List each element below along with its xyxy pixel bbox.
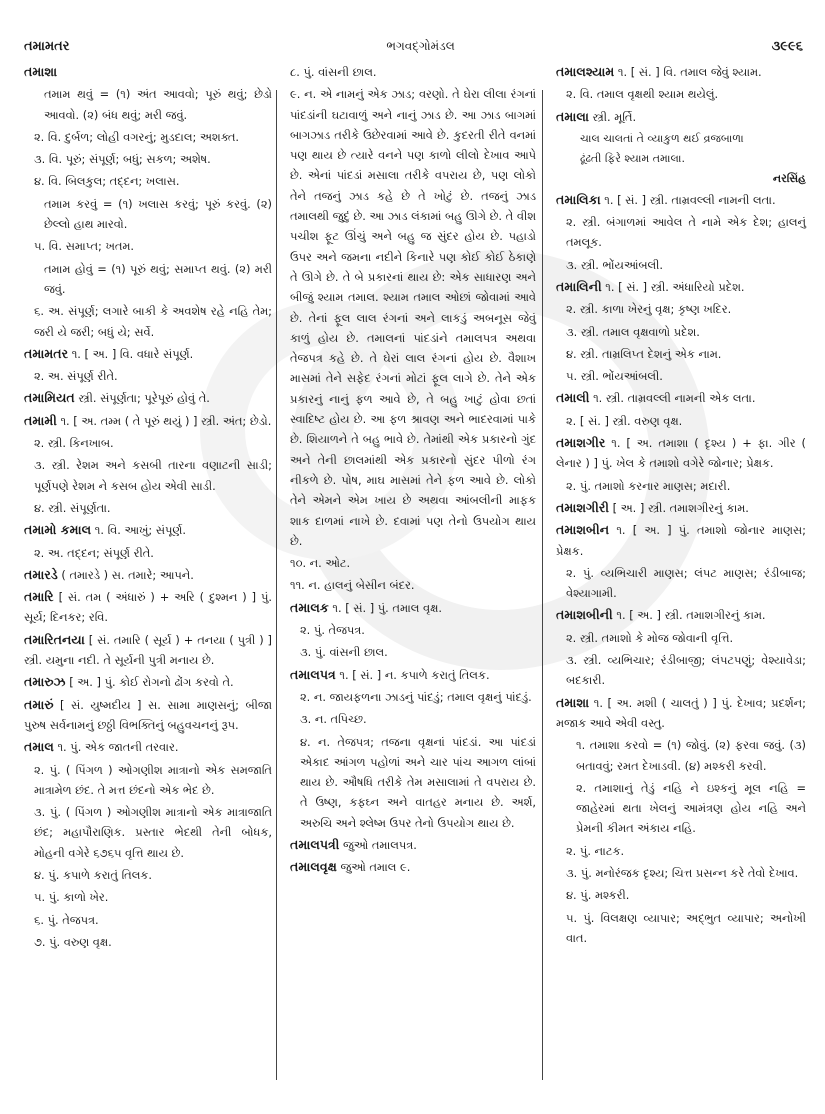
dictionary-entry — [24, 672, 272, 692]
sense-definition: ૨. [ સં. ] સ્ત્રી. વરુણ વૃક્ષ. — [566, 413, 683, 428]
headword: તમારિતનયા — [24, 631, 85, 647]
column-divider — [276, 90, 277, 1080]
sense-definition: ૨. ન. જાયફળના ઝાડનું પાંદડું; તમાલ વૃક્ષનું પાંદડું. — [300, 689, 532, 704]
definition: ૧. [ સં. ] ન. કપાળે કરાતું તિલક. — [335, 667, 490, 682]
headword: તમાશગીરી — [556, 499, 609, 515]
sense-definition: ૨. પું. તેજપત્ર. — [300, 623, 365, 638]
dictionary-entry — [556, 520, 806, 561]
headword: તમારિ — [24, 589, 54, 605]
sense-definition: ૨. પું. નાટક. — [566, 843, 625, 858]
sense-definition: ૯. ન. એ નામનું એક ઝાડ; વરણો. તે ઘેરા લીલા રંગનાં પાંદડાંની ઘટાવાળું અને નાનું ઝાડ છે. આ ઝાડ બાગમાં બાગઝાડ તરીકે ઉછેરવામાં આવે છે. કુદરતી રીતે વનમાં પણ થાય છે ત્યારે વનને પણ કાળો લીલો દેખાવ આપે છે. એનાં પાંદડાં મસાલા તરીકે વપરાય છે, પણ લોકો તેને તજનું ઝાડ કહે છે તે ખોટું છે. તજનું ઝાડ તમાલથી જુદું છે. આ ઝાડ લંકામાં બહુ ઊગે છે. તે વીશ પચીશ ફૂટ ઊંચું અને બહુ જ સુંદર હોય છે. પહાડો ઉપર અને જમના નદીને કિનારે પણ કોઈ કોઈ ઠેકાણે તે ઊગે છે. તે બે પ્રકારનાં થાય છે: એક સાધારણ અને બીજું શ્યામ તમાલ. શ્યામ તમાલ ઓછાં જોવામાં આવે છે. તેનાં ફૂલ લાલ રંગનાં અને લાકડું અબનૂસ જેવું કાળું હોય છે. તમાલનાં પાંદડાંને તમાલપત્ર અથવા તેજપત્ર કહે છે. તે ઘેરાં લાલ રંગનાં હોય છે. વૈશાખ માસમાં તેને સફેદ રંગનાં મોટાં ફૂલ લાગે છે. તેને એક પ્રકારનું નાનું ફળ આવે છે, તે બહુ ખાટું હોવા છતાં સ્વાદિષ્ટ હોય છે. આ ફળ શ્રાવણ અને ભાદરવામાં પાકે છે. શિયાળને તે બહુ ભાવે છે. તેમાંથી એક પ્રકારનો ગુંદ અને તેની છાલમાંથી એક પ્રકારનો સુંદર પીળો રંગ નીકળે છે. પોષ, માઘ માસમાં તેને ફળ આવે છે. લોકો તેને એમને એમ ખાય છે અથવા આંબલીની માફક શાક દાળમાં નાખે છે. દવામાં પણ તેનો ઉપયોગ થાય છે. — [290, 87, 536, 548]
definition: ૧. [ અ. ] સ્ત્રી. તમાશગીરનું કામ. — [612, 608, 766, 623]
headword: તમારડે — [24, 566, 58, 582]
idiom-definition: તમામ થવું = (૧) અંત આવવો; પૂરું થવું; છેડો આવવો. (૨) બંધ થવું; મરી જવું. — [44, 87, 272, 122]
sense-definition: ૨. સ્ત્રી. કાળા ખેરનું વૃક્ષ; કૃષ્ણ ખદિર. — [566, 302, 732, 317]
page-header — [24, 36, 803, 56]
dictionary-entry — [556, 107, 806, 127]
headword: તમાશા — [556, 694, 590, 710]
sense-definition: ૨. સ્ત્રી. તમાશો કે મોજ જોવાની વૃત્તિ. — [566, 630, 734, 645]
headword: તમામો કમાલ — [24, 522, 92, 538]
column-divider — [542, 90, 543, 1080]
dictionary-column-3 — [556, 62, 806, 950]
dictionary-entry — [290, 598, 536, 618]
dictionary-entry — [24, 587, 272, 628]
sense-definition: ૫. વિ. સમાપ્ત; ખતમ. — [34, 239, 135, 254]
headword: તમાશબીન — [556, 522, 610, 538]
sense-definition: ૪. ન. તેજપત્ર; તજના વૃક્ષનાં પાંદડાં. આ પાંદડાં એકાદ આંગળ પહોળાં અને ચાર પાંચ આગળ લાંબાં થાય છે. ઔષધિ તરીકે તેમ મસાલામાં તે વપરાય છે. તે ઉષ્ણ, કફઘ્ન અને વાતહર મનાય છે. અર્શ, અરુચિ અને શ્લેષ્મ ઉપર તેનો ઉપયોગ થાય છે. — [300, 734, 536, 830]
definition: ૧. પું. એક જાતની તરવાર. — [53, 740, 179, 755]
sense-definition: ૩. સ્ત્રી. રેશમ અને કસબી તારના વણાટની સાડી; પૂર્ણપણે રેશમ ને કસબ હોય એવી સાડી. — [34, 458, 272, 493]
dictionary-entry — [24, 411, 272, 431]
dictionary-entry — [290, 665, 536, 685]
definition: ૧. [ સં. ] પું. તમાલ વૃક્ષ. — [328, 600, 443, 615]
sense-definition: ૩. સ્ત્રી. ભોંયઆંબલી. — [566, 257, 663, 272]
sense-definition: ૧૧. ન. હાલનું બેસીન બંદર. — [290, 578, 415, 593]
headword: તમાશા — [24, 64, 58, 79]
sense-definition: ૩. વિ. પૂરું; સંપૂર્ણ; બધું; સકળ; અશેષ. — [34, 152, 211, 167]
dictionary-entry — [556, 62, 806, 82]
definition: [ સં. તમારિ ( સૂર્ય ) + તનયા ( પુત્રી ) ] સ્ત્રી. યમુના નદી. તે સૂર્યની પુત્રી મનાય છે. — [24, 632, 272, 668]
quotation-line: ચાલ ચાલતાં તે વ્યાકુળ થઈ વ્રજબાળા — [580, 131, 744, 145]
definition: સ્ત્રી. મૂર્તિ. — [588, 109, 637, 124]
sense-definition: ૪. વિ. બિલકુલ; તદ્દન; ખલાસ. — [34, 174, 180, 189]
dictionary-entry — [556, 277, 806, 297]
definition: [ અ. ] સ્ત્રી. તમાશગીરનું કામ. — [608, 500, 749, 515]
definition: ૧. [ અ. મશી ( ચાલતું ) ] પું. દેખાવ; પ્રદર્શન; મજાક આવે એવી વસ્તુ. — [556, 695, 806, 730]
sense-definition: ૫. પું. વિલક્ષણ વ્યાપાર; અદ્ભુત વ્યાપાર; અનોખી વાત. — [566, 910, 806, 945]
sense-definition: ૪. પું. કપાળે કરાતું તિલક. — [34, 867, 152, 882]
sense-definition: ૫. સ્ત્રી. ભોંયઆંબલી. — [566, 369, 663, 384]
dictionary-entry — [24, 388, 272, 408]
headword: તમાલપત્ર — [290, 666, 336, 682]
sense-definition: ૩. ન. તપિચ્છ. — [300, 712, 367, 727]
sense-definition: ૨. સ્ત્રી. કિનખાબ. — [34, 436, 114, 451]
idiom-definition: ૧. તમાશા કરવો = (૧) જોવું. (૨) ફરવા જવું. (૩) બતાવવું; રમત દેખાડવી. (૪) મશ્કરી કરવી. — [576, 738, 806, 773]
page-number: ૩૯૯૬ — [771, 38, 803, 54]
sense-definition: ૪. સ્ત્રી. સંપૂર્ણતા. — [34, 500, 111, 515]
headword: તમામતર — [24, 345, 69, 361]
dictionary-entry — [290, 857, 536, 877]
dictionary-column-1 — [24, 62, 272, 954]
sense-definition: ૨. વિ. તમાલ વૃક્ષથી શ્યામ થયેલું. — [566, 87, 719, 102]
sense-definition: ૨. પું. તમાશો કરનાર માણસ; મદારી. — [566, 478, 731, 493]
definition: ( તમારડે ) સ. તમારે; આપને. — [57, 567, 194, 582]
definition: ૧. [ સં. ] સ્ત્રી. અંધારિયો પ્રદેશ. — [601, 279, 745, 294]
sense-definition: ૩. સ્ત્રી. તમાલ વૃક્ષવાળો પ્રદેશ. — [566, 324, 700, 339]
headword: તમાલક — [290, 599, 329, 615]
sense-definition: ૩. સ્ત્રી. વ્યભિચાર; રંડીબાજી; લંપટપણું; વેશ્યાવેડા; બદકારી. — [566, 653, 806, 688]
headword: તમાલ — [24, 739, 54, 755]
headword: તમામી — [24, 412, 57, 428]
headword: તમાલિની — [556, 278, 602, 294]
dictionary-entry — [556, 433, 806, 474]
headword: તમાલી — [556, 390, 590, 406]
headword: તમાલપત્રી — [290, 836, 340, 852]
sense-definition: ૪. સ્ત્રી. તામ્રલિપ્ત દેશનું એક નામ. — [566, 346, 722, 361]
headword: તમાલશ્યામ — [556, 64, 615, 79]
sense-definition: ૩. પું. ( પિંગળ ) ઓગણીશ માત્રાનો એક માત્રાજાતિ છંદ; મહાપૌરાણિક. પ્રસ્તાર ભેદથી તેની બોધક, મોહની વગેરે ૬૭૬૫ વૃત્તિ થાય છે. — [34, 805, 272, 860]
definition: [ સં. યુષ્મદીય ] સ. સામા માણસનું; બીજા પુરુષ સર્વનામનું છઠ્ઠી વિભક્તિનું બહુવચનનું રૂપ. — [24, 697, 272, 732]
definition: ૧. [ અ. તમ્મ ( તે પૂરું થયું ) ] સ્ત્રી. અંત; છેડો. — [56, 413, 272, 428]
headword: તમાશબીની — [556, 607, 613, 623]
definition: ૧. વિ. આખું; સંપૂર્ણ. — [91, 523, 186, 538]
dictionary-entry — [24, 520, 272, 540]
sense-definition: ૫. પું. કાળો ખેર. — [34, 890, 109, 905]
definition: ૧. સ્ત્રી. તામ્રવલ્લી નામની એક લતા. — [589, 391, 756, 406]
headword: તમામિયત — [24, 390, 75, 406]
dictionary-entry — [556, 498, 806, 518]
sense-definition: ૨. અ. સંપૂર્ણ રીતે. — [34, 369, 118, 384]
sense-definition: ૨. અ. તદ્દન; સંપૂર્ણ રીતે. — [34, 545, 154, 560]
sense-definition: ૨. વિ. દુર્બળ; લોહી વગરનું; મુડદાલ; અશક્ત. — [34, 129, 240, 144]
dictionary-entry — [556, 388, 806, 408]
headword: તમાશગીર — [556, 435, 606, 451]
definition: ૧. [ અ. તમાશા ( દૃશ્ય ) + ફા. ગીર ( લેનાર ) ] પું. ખેલ કે તમાશો વગેરે જોનાર; પ્રેક્ષક. — [556, 436, 806, 471]
sense-definition: ૬. પું. તેજપત્ર. — [34, 912, 99, 927]
guideword: તમામતર — [24, 38, 70, 54]
idiom-definition: ૨. તમાશાનું તેડું નહિ ને ઇશ્કનું મૂલ નહિ = જાહેરમાં થતા ખેલનું આમંત્રણ હોય નહિ અને પ્રેમની કીમત અંકાય નહિ. — [576, 780, 806, 836]
sense-definition: ૪. પું. મશ્કરી. — [566, 888, 630, 903]
quotation-line: ઢૂંઢતી ફિરે શ્યામ તમાલા. — [580, 152, 685, 166]
headword: તમાલિકા — [556, 191, 601, 207]
definition: ૧. [ સં. ] સ્ત્રી. તામ્રવલ્લી નામની લતા. — [600, 192, 776, 207]
dictionary-entry — [24, 737, 272, 757]
sense-definition: ૧૦. ન. ઓટ. — [290, 556, 351, 571]
book-title: ભગવદ્ગોમંડલ — [386, 38, 455, 53]
definition: જુઓ તમાલ ૯. — [336, 860, 411, 875]
dictionary-entry — [24, 344, 272, 364]
definition: જુઓ તમાલપત્ર. — [339, 837, 417, 852]
dictionary-entry — [24, 565, 272, 585]
headword: તમારું — [24, 696, 54, 712]
quotation-attribution: નરસિંહ — [772, 172, 806, 186]
definition: સ્ત્રી. સંપૂર્ણતા; પૂરેપૂરું હોવું તે. — [74, 391, 210, 406]
sense-definition: ૨. પું. ( પિંગળ ) ઓગણીશ માત્રાનો એક સમજાતિ માત્રામેળ છંદ. તે મત્ત છંદનો એક ભેદ છે. — [34, 762, 272, 797]
definition: [ અ. ] પું. કોઈ રોગનો ઢોંગ કરવો તે. — [65, 675, 234, 690]
idiom-definition: તમામ હોવું = (૧) પૂરું થવું; સમાપ્ત થવું. (૨) મરી જવું. — [44, 261, 272, 296]
headword: તમાલા — [556, 108, 589, 124]
dictionary-entry — [290, 835, 536, 855]
sense-definition: ૬. અ. સંપૂર્ણ; લગારે બાકી કે અવશેષ રહે નહિ તેમ; જરી યે જરી; બધું યે; સર્વે. — [34, 304, 272, 339]
sense-definition: ૩. પું. વાંસની છાલ. — [300, 645, 388, 660]
definition: ૧. [ સં. ] વિ. તમાલ જેવું શ્યામ. — [614, 65, 762, 79]
sense-definition: ૭. પું. વરુણ વૃક્ષ. — [34, 934, 112, 949]
definition: ૧. [ અ. ] પું. તમાશો જોનાર માણસ; પ્રેક્ષક. — [556, 523, 806, 558]
idiom-definition: તમામ કરવું = (૧) ખલાસ કરવું; પૂરું કરવું. (૨) છેલ્લો હાથ મારવો. — [44, 196, 272, 232]
dictionary-column-2 — [290, 62, 536, 880]
dictionary-entry — [556, 190, 806, 210]
dictionary-entry — [556, 605, 806, 625]
sense-definition: ૩. પું. મનોરંજક દૃશ્ય; ચિત્ત પ્રસન્ન કરે તેવો દેખાવ. — [566, 865, 799, 880]
sense-definition: ૨. સ્ત્રી. બંગાળમાં આવેલ તે નામે એક દેશ; હાલનું તમલૂક. — [566, 215, 806, 250]
headword: તમારુઝ — [24, 674, 66, 690]
definition: [ સં. તમ ( અંધારું ) + અરિ ( દુશ્મન ) ] પું. સૂર્ય; દિનકર; રવિ. — [24, 590, 272, 625]
definition: ૧. [ અ. ] વિ. વધારે સંપૂર્ણ. — [68, 346, 194, 361]
dictionary-entry — [24, 630, 272, 671]
sense-definition: ૨. પું. વ્યભિચારી માણસ; લંપટ માણસ; રંડીબાજ; વેશ્યાગામી. — [566, 565, 806, 601]
dictionary-entry — [556, 693, 806, 734]
headword: તમાલવૃક્ષ — [290, 859, 337, 875]
sense-definition: ૮. પું. વાંસની છાલ. — [290, 65, 377, 79]
dictionary-entry — [24, 695, 272, 736]
